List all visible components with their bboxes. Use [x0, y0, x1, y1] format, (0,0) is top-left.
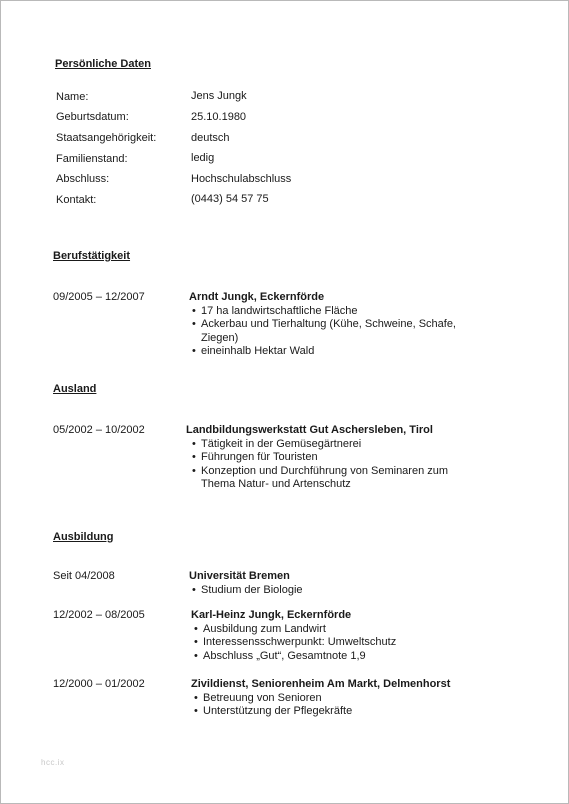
personal-value-contact: (0443) 54 57 75 — [191, 193, 269, 205]
work-entry-title: Arndt Jungk, Eckernförde — [189, 291, 325, 303]
education-entry-title: Karl-Heinz Jungk, Eckernförde — [191, 609, 352, 621]
work-entry-bullets — [192, 305, 489, 359]
personal-label-marital-status: Familienstand: — [56, 153, 128, 165]
personal-label-contact: Kontakt: — [56, 194, 97, 206]
list-item: • Betreuung von Senioren — [194, 692, 521, 706]
personal-label-birthdate: Geburtsdatum: — [56, 111, 129, 123]
watermark: hcc.ix — [41, 758, 65, 767]
personal-value-nationality: deutsch — [191, 132, 230, 144]
education-entry-period: Seit 04/2008 — [53, 570, 115, 582]
personal-value-degree: Hochschulabschluss — [191, 173, 292, 185]
list-item: • Führungen für Touristen — [192, 451, 506, 465]
work-entry-period: 09/2005 – 12/2007 — [53, 291, 145, 303]
education-entry — [189, 570, 509, 597]
education-entry — [191, 678, 521, 719]
section-title-work: Berufstätigkeit — [53, 250, 131, 262]
personal-value-name: Jens Jungk — [191, 90, 247, 102]
abroad-entry-title: Landbildungswerkstatt Gut Aschersleben, Tirol — [186, 424, 433, 436]
section-title-abroad: Ausland — [53, 383, 97, 395]
list-item: • Tätigkeit in der Gemüsegärtnerei — [192, 438, 506, 452]
education-entry-title: Zivildienst, Seniorenheim Am Markt, Delmenhorst — [191, 678, 451, 690]
personal-label-degree: Abschluss: — [56, 173, 110, 185]
work-entry — [189, 291, 489, 359]
personal-value-birthdate: 25.10.1980 — [191, 111, 247, 123]
abroad-entry-bullets — [192, 438, 506, 492]
section-title-education: Ausbildung — [53, 531, 114, 543]
list-item: • Abschluss „Gut“, Gesamtnote 1,9 — [194, 650, 511, 664]
list-item: • Ackerbau und Tierhaltung (Kühe, Schweine, Schafe, Ziegen) — [192, 318, 473, 345]
abroad-entry — [186, 424, 506, 492]
section-title-personal: Persönliche Daten — [55, 58, 151, 70]
personal-label-name: Name: — [56, 91, 89, 103]
list-item: • eineinhalb Hektar Wald — [192, 345, 489, 359]
education-entry-title: Universität Bremen — [189, 570, 290, 582]
education-entry-bullets — [194, 692, 521, 719]
abroad-entry-period: 05/2002 – 10/2002 — [53, 424, 145, 436]
education-entry-bullets — [194, 623, 511, 664]
list-item: • 17 ha landwirtschaftliche Fläche — [192, 305, 489, 319]
personal-value-marital-status: ledig — [191, 152, 215, 164]
education-entry — [191, 609, 511, 663]
list-item: • Unterstützung der Pflegekräfte — [194, 705, 521, 719]
list-item: • Interessensschwerpunkt: Umweltschutz — [194, 636, 511, 650]
list-item: • Ausbildung zum Landwirt — [194, 623, 511, 637]
personal-label-nationality: Staatsangehörigkeit: — [56, 132, 157, 144]
education-entry-period: 12/2000 – 01/2002 — [53, 678, 145, 690]
list-item: • Konzeption und Durchführung von Seminaren zum Thema Natur- und Artenschutz — [192, 465, 476, 492]
education-entry-period: 12/2002 – 08/2005 — [53, 609, 145, 621]
education-entry-bullets — [192, 584, 509, 598]
list-item: • Studium der Biologie — [192, 584, 509, 598]
